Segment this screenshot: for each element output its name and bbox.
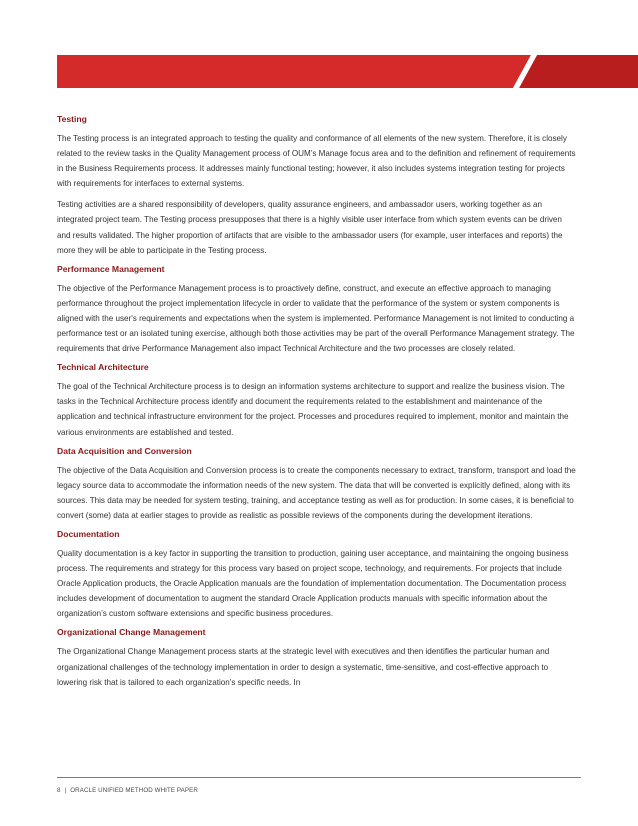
section-heading: Documentation (57, 528, 120, 539)
section-data-acquisition (57, 446, 577, 523)
page-number: 8 (57, 787, 61, 794)
header-accent-graphic (57, 55, 638, 88)
footer-divider (57, 777, 581, 778)
paragraph: Quality documentation is a key factor in supporting the transition to production, gaining user acceptance, and maintaining the ongoing business process. The requirements and strategy for this process vary based on project scope, technology, and requirements. For projects that include Oracle Application products, the Oracle Application manuals are the foundation of implementation documentation. The Documentation process includes development of documentation to augment the standard Oracle Application products manuals with specific information about the organization’s custom software extensions and specific business procedures. (57, 548, 569, 619)
main-content (57, 114, 577, 696)
section-heading: Technical Architecture (57, 362, 149, 373)
paragraph: Testing activities are a shared responsibility of developers, quality assurance engineers, and ambassador users, working together as an integrated project team. The Testing process presupposes that there is a highly visible user interface from which system events can be driven and results validated. The higher proportion of artifacts that are visible to the ambassador users (for example, user interfaces and reports) the more they will be able to participate in the Testing process. (57, 200, 563, 255)
page-footer (57, 787, 198, 794)
paragraph: The objective of the Data Acquisition and Conversion process is to create the components necessary to extract, transform, transport and load the legacy source data to accommodate the information needs of the new system. The data that will be converted is explicitly defined, along with its sources. This data may be needed for system testing, training, and acceptance testing as well as for production. In some cases, it is beneficial to convert (some) data at earlier stages to provide as realistic as possible reviews of the components during the development iterations. (57, 465, 576, 520)
paragraph: The Organizational Change Management process starts at the strategic level with executives and then identifies the particular human and organizational challenges of the technology implementation in order to design a systematic, time-sensitive, and cost-effective approach to lowering risk that is tailored to each organization’s specific needs. In (57, 647, 550, 687)
section-technical-architecture (57, 362, 577, 439)
section-heading: Organizational Change Management (57, 627, 206, 638)
paragraph: The goal of the Technical Architecture process is to design an information systems architecture to support and realize the business vision. The tasks in the Technical Architecture process identify and document the requirements related to the establishment and maintenance of the application and technical infrastructure environment for the project. Processes and procedures required to implement, monitor and maintain the various environments are established and tested. (57, 382, 569, 437)
paragraph: The objective of the Performance Management process is to proactively define, construct, and execute an effective approach to managing performance throughout the project implementation lifecycle in order to validate that the performance of the system or system components is aligned with the user's requirements and expectations when the system is implemented. Performance Management is not limited to conducting a performance test or an isolated tuning exercise, although both those activities may be part of the overall Performance Management strategy. The requirements that drive Performance Management also impact Technical Architecture and the two processes are closely related. (57, 283, 575, 354)
section-performance-management (57, 264, 577, 356)
section-heading: Testing (57, 114, 87, 124)
section-organizational-change (57, 627, 577, 689)
paragraph: The Testing process is an integrated approach to testing the quality and conformance of all elements of the new system. Therefore, it is closely related to the review tasks in the Quality Management process of OUM’s Manage focus area and to the definition and refinement of requirements in the Business Requirements process. It addresses mainly functional testing; however, it also includes systems integration testing for projects with requirements for interfaces to external systems. (57, 134, 576, 189)
section-testing (57, 114, 577, 258)
section-heading: Data Acquisition and Conversion (57, 445, 192, 456)
section-heading: Performance Management (57, 263, 165, 274)
header-accent-band (57, 55, 638, 88)
footer-title: ORACLE UNIFIED METHOD WHITE PAPER (70, 787, 198, 794)
section-documentation (57, 529, 577, 621)
footer-separator: | (64, 787, 67, 794)
